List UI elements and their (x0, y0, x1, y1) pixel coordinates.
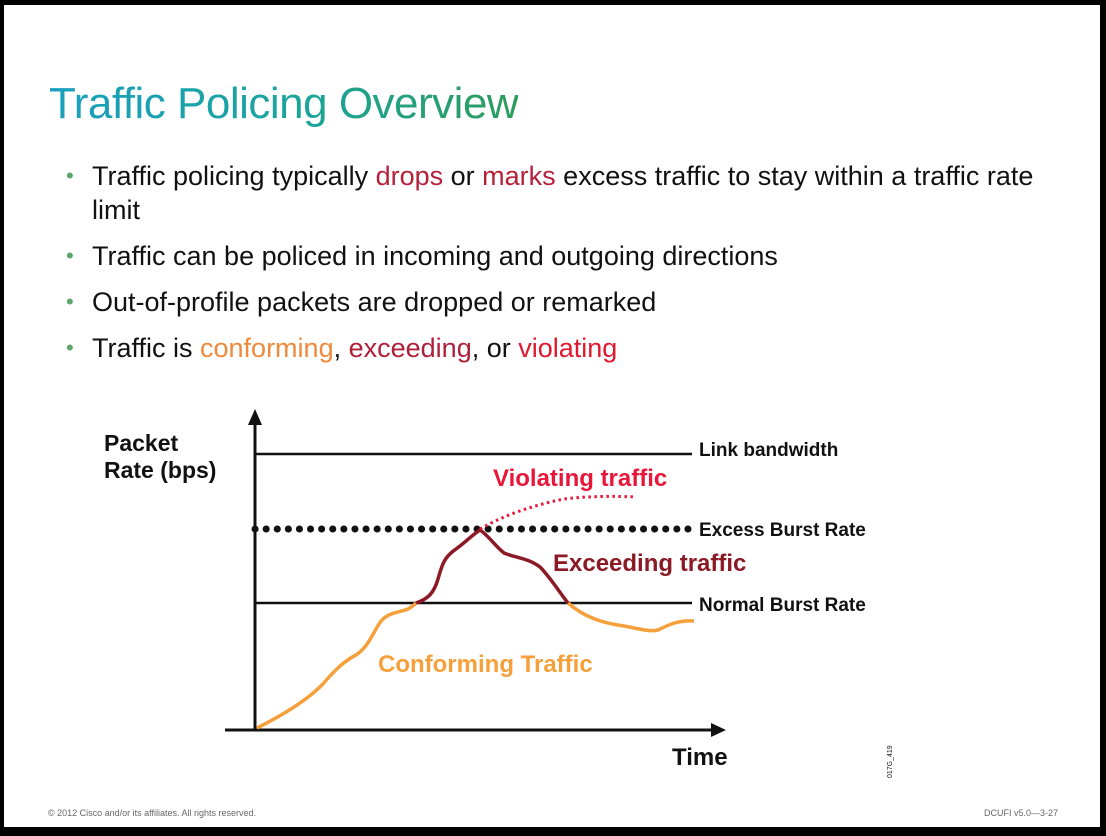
bullet-dot-icon: • (66, 289, 74, 314)
slide (4, 5, 1100, 827)
bullet-dot-icon: • (66, 335, 74, 360)
violating-traffic-label: Violating traffic (493, 465, 668, 492)
bullet-text: Out-of-profile packets are dropped or remarked (92, 287, 657, 317)
violating-traffic-curve (480, 496, 636, 529)
bullet-text: Traffic policing typically (92, 161, 376, 191)
bullet-highlight-text: marks (482, 161, 556, 191)
y-axis-label-line1: Packet (104, 430, 179, 456)
x-axis-arrow (711, 723, 726, 737)
bullet-text: , (333, 333, 349, 363)
figure-id-label: 017G_419 (887, 745, 894, 778)
bullet-text: excess traffic to stay within a traffic rate limit (92, 161, 1034, 225)
bullet-text: , or (471, 333, 519, 363)
exceeding-traffic-curve (416, 530, 568, 603)
bullet-text: Traffic can be policed in incoming and outgoing directions (92, 241, 778, 271)
conforming-traffic-tail (568, 603, 694, 631)
link-bandwidth-label: Link bandwidth (699, 440, 839, 461)
bullet-highlight-text: exceeding (348, 333, 472, 363)
policing-diagram (4, 5, 1100, 827)
excess-burst-label: Excess Burst Rate (699, 520, 866, 541)
bullet-highlight-text: violating (518, 333, 618, 363)
slide-title: Traffic Policing Overview (49, 79, 519, 128)
bullet-highlight-text: conforming (200, 333, 334, 363)
footer-course-code: DCUFI v5.0—3-27 (983, 808, 1058, 818)
bullet-text: or (443, 161, 483, 191)
bullet-text: Traffic is (92, 333, 201, 363)
bullet-dot-icon: • (66, 163, 74, 188)
conforming-traffic-label: Conforming Traffic (378, 651, 593, 678)
y-axis-label-line2: Rate (bps) (104, 457, 217, 483)
normal-burst-label: Normal Burst Rate (699, 595, 866, 616)
y-axis-arrow (248, 409, 262, 425)
exceeding-traffic-label: Exceeding traffic (553, 550, 747, 577)
bullet-dot-icon: • (66, 243, 74, 268)
footer-copyright: © 2012 Cisco and/or its affiliates. All rights reserved. (48, 808, 257, 818)
bullet-highlight-text: drops (375, 161, 444, 191)
x-axis-label: Time (672, 744, 728, 771)
